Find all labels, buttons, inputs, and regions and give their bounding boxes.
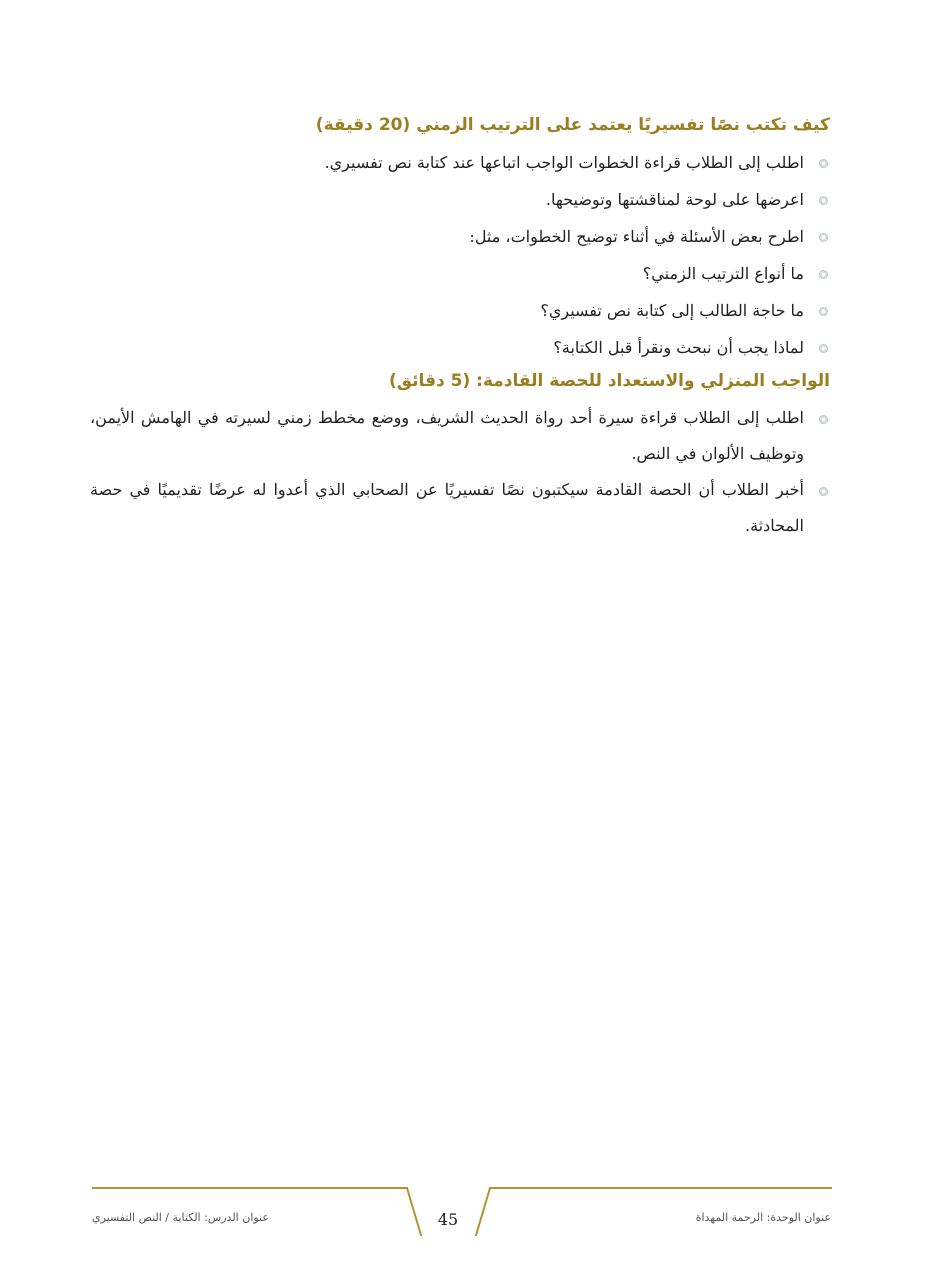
list-item-text: ما حاجة الطالب إلى كتابة نص تفسيري؟	[540, 301, 804, 320]
list-item	[90, 218, 830, 255]
list-item	[90, 472, 830, 544]
bullet-icon	[819, 344, 828, 353]
bullet-icon	[819, 196, 828, 205]
list-item-text: أخبر الطلاب أن الحصة القادمة سيكتبون نصًا تفسيريًا عن الصحابي الذي أعدوا له عرضًا تقديميًا في حصة المحادثة.	[90, 480, 804, 535]
list-item-text: اطرح بعض الأسئلة في أثناء توضيح الخطوات، مثل:	[469, 227, 804, 246]
page-content	[90, 108, 830, 544]
bullet-icon	[819, 487, 828, 496]
list-item-text: اطلب إلى الطلاب قراءة سيرة أحد رواة الحديث الشريف، ووضع مخطط زمني لسيرته في الهامش الأيمن، وتوظيف الألوان في النص.	[90, 408, 804, 463]
homework-list	[90, 400, 830, 544]
list-item	[90, 144, 830, 181]
page-number: 45	[437, 1210, 459, 1229]
list-item	[90, 255, 830, 292]
section-heading-chronological: كيف تكتب نصًا تفسيريًا يعتمد على الترتيب الزمني (20 دقيقة)	[315, 115, 830, 135]
section-heading-homework: الواجب المنزلي والاستعداد للحصة القادمة: (5 دقائق)	[389, 371, 830, 391]
list-item	[90, 292, 830, 329]
instruction-list	[90, 144, 830, 366]
list-item-text: اعرضها على لوحة لمناقشتها وتوضيحها.	[545, 190, 804, 209]
list-item	[90, 181, 830, 218]
bullet-icon	[819, 415, 828, 424]
list-item	[90, 400, 830, 472]
list-item-text: اطلب إلى الطلاب قراءة الخطوات الواجب اتباعها عند كتابة نص تفسيري.	[324, 153, 804, 172]
bullet-icon	[819, 159, 828, 168]
bullet-icon	[819, 307, 828, 316]
bullet-icon	[819, 270, 828, 279]
list-item-text: لماذا يجب أن نبحث ونقرأ قبل الكتابة؟	[553, 338, 804, 357]
list-item	[90, 329, 830, 366]
list-item-text: ما أنواع الترتيب الزمني؟	[642, 264, 804, 283]
footer-unit-title: عنوان الوحدة: الرحمة المهداة	[695, 1211, 831, 1224]
bullet-icon	[819, 233, 828, 242]
footer-lesson-title: عنوان الدرس: الكتابة / النص التفسيري	[92, 1211, 269, 1224]
